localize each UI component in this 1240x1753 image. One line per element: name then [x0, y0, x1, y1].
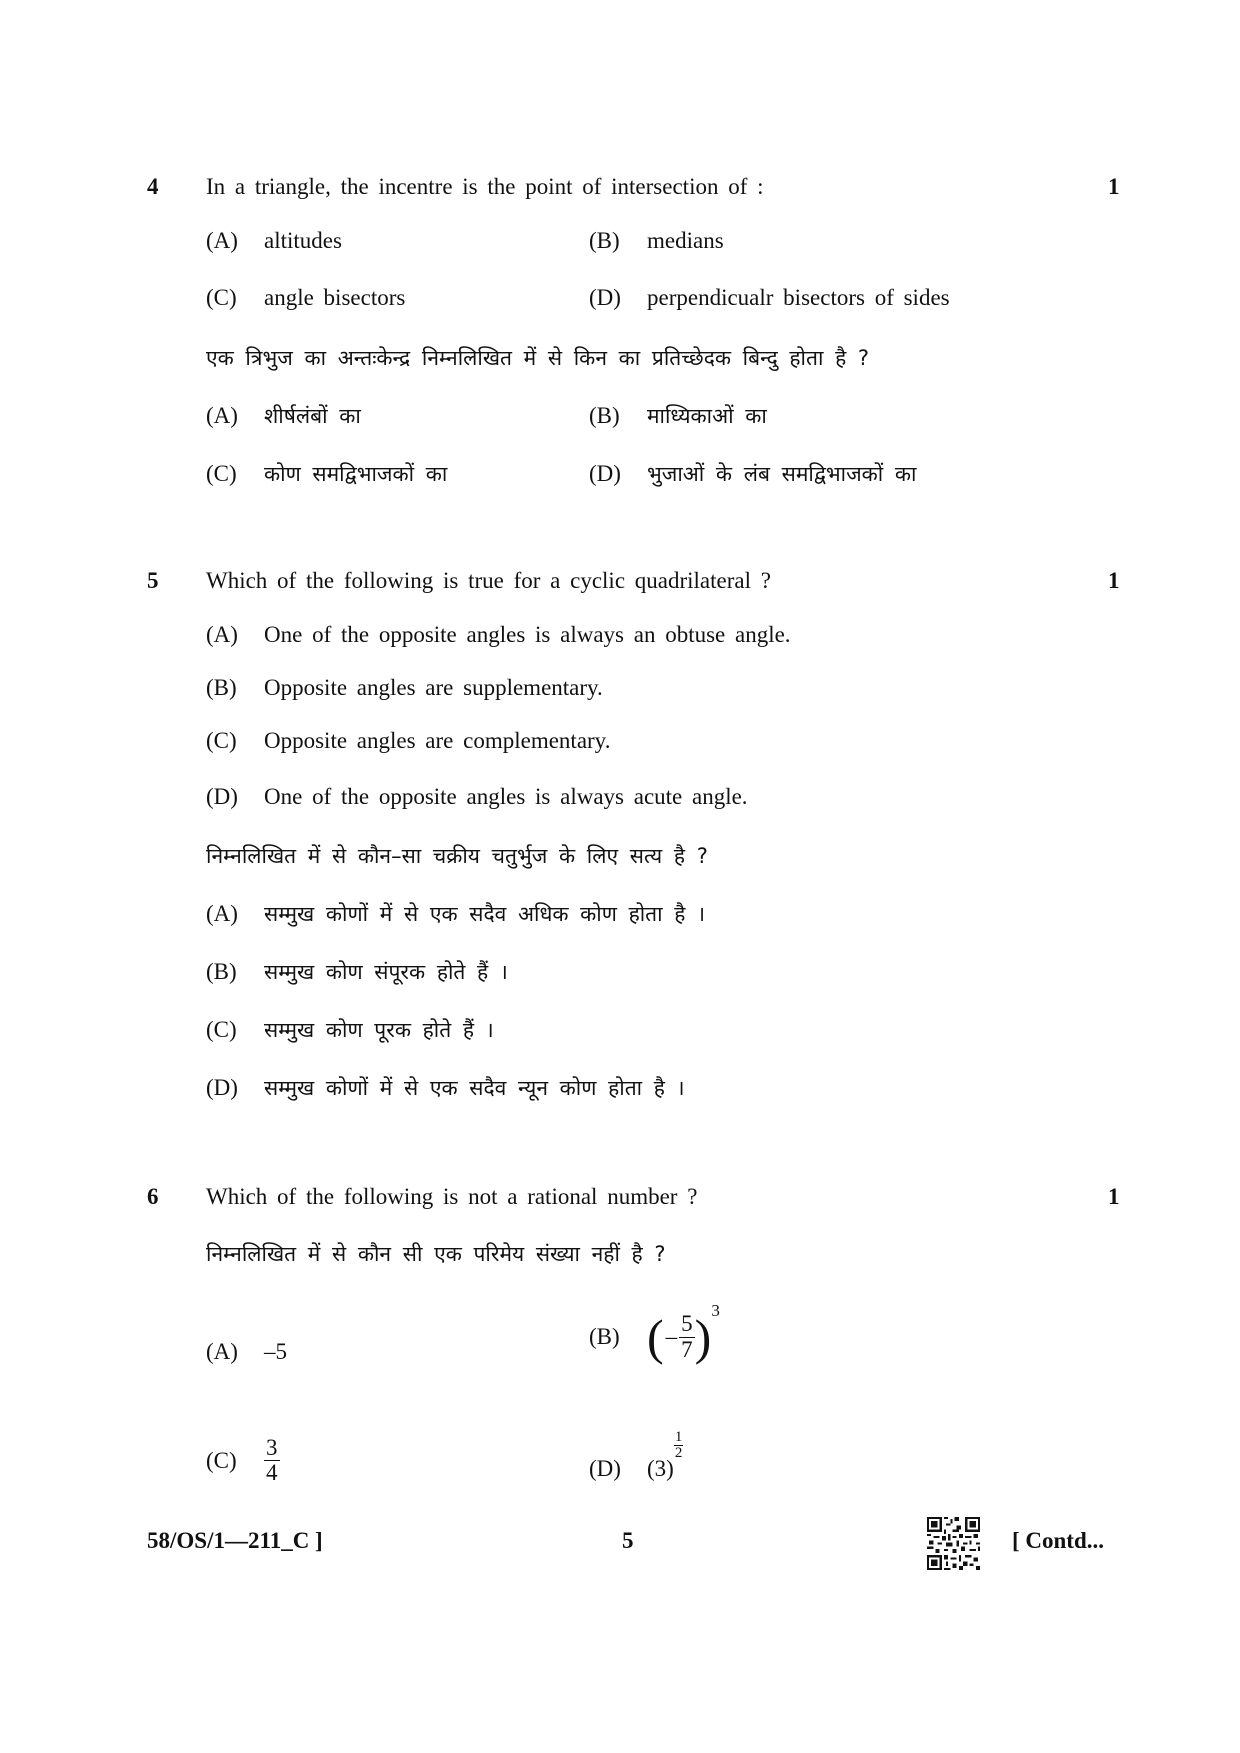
option-label: (A)	[206, 901, 238, 926]
question-marks: 1	[1108, 1184, 1120, 1209]
option-label: (C)	[206, 285, 237, 310]
option-text: One of the opposite angles is always an obtuse angle.	[264, 622, 791, 647]
option-b-hi	[589, 402, 767, 430]
option-c-en	[206, 285, 405, 311]
option-text: सम्मुख कोणों में से एक सदैव न्यून कोण होता है ।	[264, 1076, 685, 1100]
option-label: (D)	[589, 461, 621, 486]
option-b-math	[589, 1301, 720, 1365]
option-label: (B)	[589, 228, 620, 253]
option-a-hi	[206, 900, 705, 928]
option-d-en	[206, 784, 748, 810]
option-a-en	[206, 622, 791, 648]
option-a-hi	[206, 402, 361, 430]
option-label: (D)	[206, 1075, 238, 1100]
option-c-hi	[206, 460, 447, 488]
option-b-en	[589, 228, 724, 254]
option-text: Opposite angles are supplementary.	[264, 675, 603, 700]
option-text: सम्मुख कोणों में से एक सदैव अधिक कोण होता है ।	[264, 902, 706, 926]
option-text: कोण समद्विभाजकों का	[264, 462, 448, 486]
option-a-math	[206, 1339, 287, 1365]
option-text: medians	[647, 228, 724, 253]
exponent-numerator: 1	[674, 1429, 683, 1445]
exponent-denominator: 2	[674, 1445, 683, 1461]
fraction	[679, 1312, 695, 1361]
option-a-en	[206, 228, 342, 254]
question-stem-hi: एक त्रिभुज का अन्तःकेन्द्र निम्नलिखित में से किन का प्रतिच्छेदक बिन्दु होता है ?	[206, 346, 870, 370]
option-d-hi	[206, 1074, 685, 1102]
question-stem-en: Which of the following is not a rational number ?	[206, 1184, 698, 1209]
question-number: 4	[147, 174, 159, 199]
option-text: शीर्षलंबों का	[264, 404, 361, 428]
fractional-exponent	[674, 1430, 684, 1461]
option-label: (B)	[206, 959, 237, 984]
option-label: (C)	[206, 461, 237, 486]
continued-label: [ Contd...	[1012, 1528, 1105, 1553]
option-d-math	[589, 1429, 683, 1487]
question-number: 6	[147, 1184, 159, 1209]
option-b-en	[206, 675, 603, 701]
option-label: (D)	[206, 784, 238, 809]
option-label: (D)	[589, 285, 621, 310]
option-label: (C)	[206, 728, 237, 753]
question-stem-hi: निम्नलिखित में से कौन–सा चक्रीय चतुर्भुज के लिए सत्य है ?	[206, 844, 708, 868]
option-label: (C)	[206, 1447, 237, 1473]
fraction	[264, 1436, 280, 1485]
question-stem-en: Which of the following is true for a cyclic quadrilateral ?	[206, 568, 771, 593]
fraction-numerator: 5	[681, 1311, 693, 1337]
option-label: (D)	[589, 1456, 621, 1481]
question-stem-hi: निम्नलिखित में से कौन सी एक परिमेय संख्या नहीं है ?	[206, 1242, 666, 1266]
option-label: (B)	[206, 675, 237, 700]
option-label: (B)	[589, 1324, 620, 1349]
option-label: (A)	[206, 622, 238, 647]
option-text: माध्यिकाओं का	[647, 404, 767, 428]
question-number: 5	[147, 568, 159, 593]
question-marks: 1	[1108, 174, 1120, 199]
option-label: (A)	[206, 403, 238, 428]
fraction-denominator: 7	[681, 1336, 693, 1362]
option-c-math	[206, 1436, 280, 1485]
option-d-en	[589, 285, 950, 311]
option-text: सम्मुख कोण पूरक होते हैं ।	[264, 1018, 494, 1042]
fraction-denominator: 4	[266, 1460, 278, 1486]
qr-code-icon	[927, 1517, 980, 1570]
option-value: –5	[264, 1339, 287, 1364]
left-paren: (	[647, 1309, 664, 1365]
right-paren: )	[694, 1309, 712, 1365]
option-text: altitudes	[264, 228, 342, 253]
option-text: angle bisectors	[264, 285, 406, 310]
option-label: (A)	[206, 1339, 238, 1364]
paper-code: 58/OS/1—211_C ]	[147, 1528, 323, 1553]
exponent: 3	[711, 1301, 720, 1320]
option-b-hi	[206, 958, 508, 986]
option-text: One of the opposite angles is always acute angle.	[264, 784, 748, 809]
option-c-en	[206, 728, 610, 754]
option-text: सम्मुख कोण संपूरक होते हैं ।	[264, 960, 508, 984]
power-base: (3)	[647, 1456, 674, 1481]
option-label: (C)	[206, 1017, 237, 1042]
page-number: 5	[622, 1528, 634, 1553]
question-marks: 1	[1108, 568, 1120, 593]
minus-sign: –	[665, 1324, 678, 1349]
question-stem-en: In a triangle, the incentre is the point of intersection of :	[206, 174, 764, 199]
option-label: (B)	[589, 403, 620, 428]
option-label: (A)	[206, 228, 238, 253]
option-text: भुजाओं के लंब समद्विभाजकों का	[647, 462, 917, 486]
option-c-hi	[206, 1016, 494, 1044]
fraction-numerator: 3	[266, 1435, 278, 1460]
option-text: Opposite angles are complementary.	[264, 728, 611, 753]
option-text: perpendicualr bisectors of sides	[647, 285, 950, 310]
option-d-hi	[589, 460, 917, 488]
